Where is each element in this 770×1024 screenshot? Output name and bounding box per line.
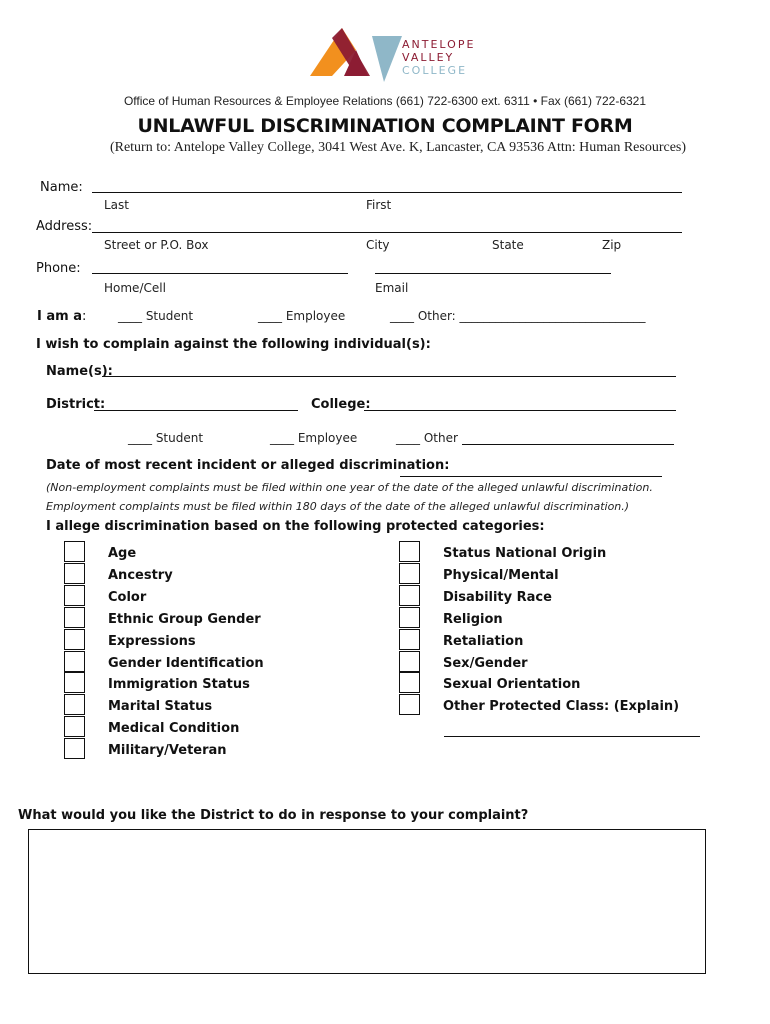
respondent-names-label: Name(s): — [46, 364, 113, 379]
phone-caption: Home/Cell — [104, 281, 166, 295]
category-label: Color — [108, 589, 147, 605]
category-checkbox[interactable] — [64, 585, 85, 606]
category-checkbox[interactable] — [64, 541, 85, 562]
category-checkbox[interactable] — [64, 716, 85, 737]
incident-date-field[interactable] — [400, 476, 662, 477]
category-label: Other Protected Class: (Explain) — [443, 699, 680, 715]
category-checkbox[interactable] — [64, 563, 85, 584]
category-label: Status National Origin — [443, 546, 607, 561]
category-label: Ancestry — [108, 567, 173, 583]
zip-caption: Zip — [602, 238, 622, 252]
category-checkbox[interactable] — [64, 607, 85, 628]
category-checkbox[interactable] — [399, 563, 420, 584]
category-label: Religion — [443, 611, 503, 627]
complainant-other-option[interactable]: ____ Other: _______________________________ — [390, 309, 646, 323]
category-checkbox[interactable] — [64, 694, 85, 715]
contact-line: Office of Human Resources & Employee Relations (661) 722-6300 ext. 6311 • Fax (661) 722-6321 — [123, 94, 647, 108]
category-label: Sex/Gender — [443, 655, 528, 671]
category-checkbox[interactable] — [64, 672, 85, 693]
filing-note-line-2: Employment complaints must be filed within 180 days of the date of the alleged unlawful discrimination.) — [46, 500, 630, 513]
incident-date-label: Date of most recent incident or alleged discrimination: — [46, 458, 450, 473]
category-label: Marital Status — [108, 699, 213, 715]
other-protected-class-explain-field[interactable] — [444, 736, 700, 737]
phone-label: Phone: — [36, 261, 81, 276]
logo-mark-icon — [310, 28, 410, 84]
category-checkbox[interactable] — [399, 672, 420, 693]
category-checkbox[interactable] — [399, 585, 420, 606]
name-label: Name: — [40, 180, 83, 195]
category-label: Physical/Mental — [443, 567, 559, 583]
category-label: Expressions — [108, 633, 196, 649]
respondent-student-option[interactable]: ____ Student — [128, 431, 204, 445]
category-checkbox[interactable] — [64, 651, 85, 672]
i-am-a-label — [37, 309, 86, 324]
city-caption: City — [366, 238, 390, 252]
logo-line-3: COLLEGE — [402, 64, 468, 77]
category-label: Gender Identification — [108, 655, 264, 671]
category-checkbox[interactable] — [399, 629, 420, 650]
complainant-employee-option[interactable]: ____ Employee — [258, 309, 346, 323]
logo-line-1: ANTELOPE — [402, 38, 476, 51]
email-field[interactable] — [375, 273, 611, 274]
form-title: UNLAWFUL DISCRIMINATION COMPLAINT FORM — [137, 115, 633, 137]
return-address: (Return to: Antelope Valley College, 3041 West Ave. K, Lancaster, CA 93536 Attn: Human Resources) — [109, 140, 687, 155]
i-am-a-text: I am a — [37, 309, 82, 324]
category-label: Sexual Orientation — [443, 677, 581, 693]
college-label: College: — [311, 397, 371, 412]
respondent-names-field[interactable] — [102, 376, 676, 377]
address-field[interactable] — [92, 232, 682, 233]
respondent-heading: I wish to complain against the following individual(s): — [36, 337, 431, 352]
category-checkbox[interactable] — [64, 629, 85, 650]
category-label: Medical Condition — [108, 721, 240, 737]
complainant-student-option[interactable]: ____ Student — [118, 309, 194, 323]
category-label: Age — [108, 546, 137, 561]
category-label: Immigration Status — [108, 677, 250, 693]
name-field[interactable] — [92, 192, 682, 193]
category-label: Disability Race — [443, 589, 552, 605]
street-caption: Street or P.O. Box — [104, 238, 209, 252]
category-checkbox[interactable] — [399, 541, 420, 562]
response-question: What would you like the District to do in response to your complaint? — [18, 808, 529, 823]
district-label: District: — [46, 397, 106, 412]
college-field[interactable] — [364, 410, 676, 411]
address-label: Address: — [36, 219, 93, 234]
response-textarea[interactable] — [28, 829, 706, 974]
i-am-a-colon: : — [81, 309, 87, 324]
phone-field[interactable] — [92, 273, 348, 274]
category-label: Military/Veteran — [108, 743, 227, 759]
email-caption: Email — [375, 281, 409, 295]
category-label: Ethnic Group Gender — [108, 611, 261, 627]
respondent-other-option[interactable]: ____ Other — [396, 431, 458, 445]
category-checkbox[interactable] — [399, 651, 420, 672]
district-field[interactable] — [94, 410, 298, 411]
category-label: Retaliation — [443, 633, 524, 649]
respondent-employee-option[interactable]: ____ Employee — [270, 431, 358, 445]
categories-heading: I allege discrimination based on the following protected categories: — [46, 519, 545, 534]
category-checkbox[interactable] — [399, 607, 420, 628]
last-name-caption: Last — [104, 198, 129, 212]
logo-line-2: VALLEY — [402, 51, 455, 64]
category-checkbox[interactable] — [399, 694, 420, 715]
respondent-other-field[interactable] — [462, 444, 674, 445]
first-name-caption: First — [366, 198, 392, 212]
category-checkbox[interactable] — [64, 738, 85, 759]
college-logo — [310, 28, 490, 84]
state-caption: State — [492, 238, 524, 252]
filing-note-line-1: (Non-employment complaints must be filed within one year of the date of the alleged unlawful discrimination. — [46, 481, 653, 494]
